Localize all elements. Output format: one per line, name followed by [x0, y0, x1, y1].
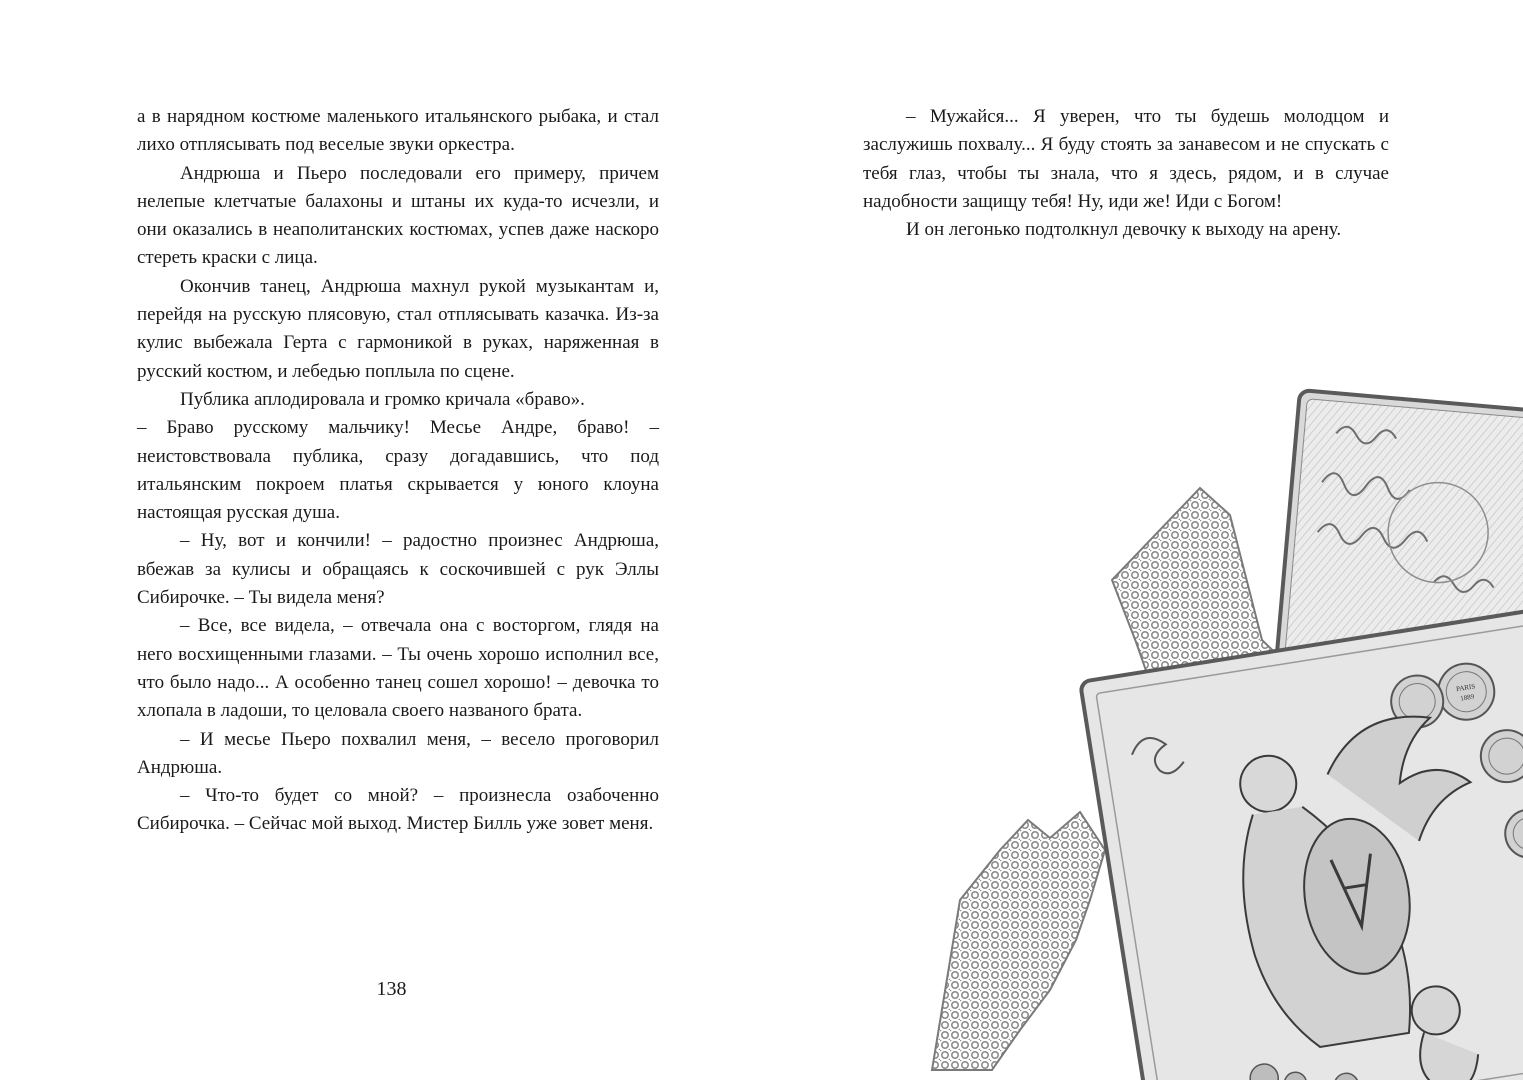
paragraph: а в нарядном костюме маленького итальянского рыбака, и стал лихо отплясывать под веселые звуки оркестра. [137, 106, 659, 156]
medal-text: PARIS [1455, 682, 1476, 694]
engraved-card [1080, 604, 1523, 1080]
paragraph: – Все, все видела, – отвечала она с восторгом, глядя на него восхищенными глазами. – Ты очень хорошо исполнил все, что было надо... А особенно танец сошел хорошо! – девочка то хлопала в ладоши, то целовала своего названого брата. [137, 615, 659, 722]
collage-svg [900, 380, 1523, 1080]
medal-text: 1889 [1459, 692, 1475, 703]
left-page-text [137, 103, 659, 839]
page-number: 138 [376, 978, 407, 1000]
paragraph: Публика аплодировала и громко кричала «браво». [180, 388, 585, 410]
paragraph: – И месье Пьеро похвалил меня, – весело проговорил Андрюша. [137, 728, 659, 778]
paragraph: – Мужайся... Я уверен, что ты будешь молодцом и заслужишь похвалу... Я буду стоять за занавесом и не спускать с тебя глаз, чтобы ты знала, что я здесь, рядом, и в случае надобности защищу тебя! Ну, иди же! Иди с Богом! [863, 106, 1389, 212]
paragraph: – Ну, вот и кончили! – радостно произнес Андрюша, вбежав за кулисы и обращаясь к соскочившей с рук Эллы Сибирочке. – Ты видела меня? [137, 530, 659, 609]
paragraph: – Что-то будет со мной? – произнесла озабоченно Сибирочка. – Сейчас мой выход. Мистер Билль уже зовет меня. [137, 785, 659, 835]
right-page-text [863, 103, 1389, 244]
vintage-collage-illustration [900, 380, 1523, 1080]
paragraph: Окончив танец, Андрюша махнул рукой музыкантам и, перейдя на русскую плясовую, стал отплясывать казачка. Из-за кулис выбежала Герта с гармоникой в руках, наряженная в русский костюм, и лебедью поплыла по сцене. [137, 275, 659, 382]
paragraph: – Браво русскому мальчику! Месье Андре, браво! – неистовствовала публика, сразу догадавшись, что под итальянским покроем платья скрывается у юного клоуна настоящая русская душа. [137, 417, 659, 524]
lace-strip [932, 812, 1105, 1070]
paragraph: И он легонько подтолкнул девочку к выходу на арену. [906, 219, 1342, 241]
paragraph: Андрюша и Пьеро последовали его примеру, причем нелепые клетчатые балахоны и штаны их куда-то исчезли, и они оказались в неаполитанских костюмах, успев даже наскоро стереть краски с лица. [137, 162, 659, 269]
